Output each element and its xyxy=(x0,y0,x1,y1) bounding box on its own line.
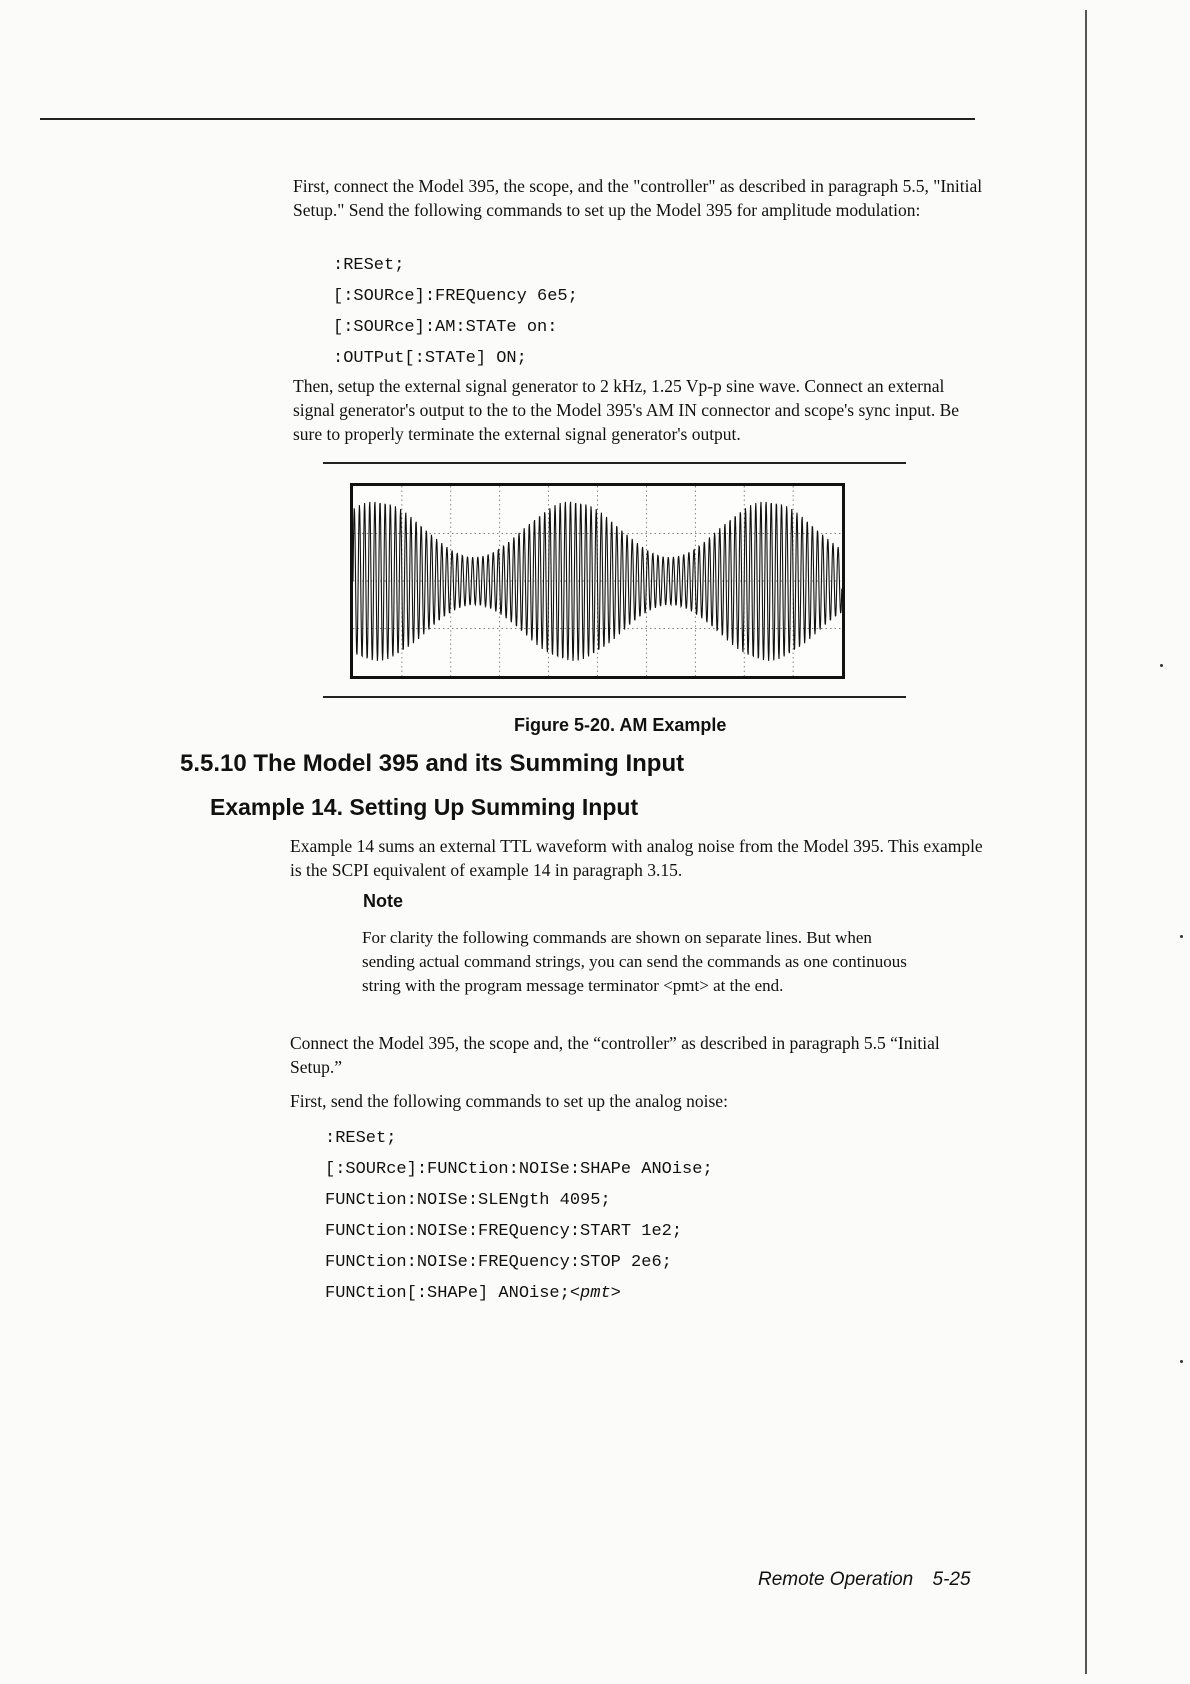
note-text: For clarity the following commands are shown on separate lines. But when sending actual command strings, you can send the commands as one continuous string with the program message terminator <pmt> at the end. xyxy=(362,928,907,995)
binding-edge xyxy=(1085,10,1087,1674)
pmt-terminator: <pmt> xyxy=(569,1284,621,1303)
note-label: Note xyxy=(363,891,403,911)
figure-top-rule xyxy=(323,462,906,464)
example-heading: Example 14. Setting Up Summing Input xyxy=(210,794,639,820)
footer-label: Remote Operation xyxy=(758,1569,914,1590)
scan-speck xyxy=(1160,664,1163,667)
example-paragraph: Example 14 sums an external TTL waveform with analog noise from the Model 395. This example is the SCPI equivalent of example 14 in paragraph 3.15. xyxy=(290,836,983,880)
command-line: :RESet; xyxy=(325,1129,397,1148)
section-heading: 5.5.10 The Model 395 and its Summing Input xyxy=(180,750,685,777)
command-line: :OUTPut[:STATe] ON; xyxy=(333,349,527,368)
page-number: 5-25 xyxy=(932,1569,971,1590)
page-footer xyxy=(758,1569,971,1591)
connect-paragraph: Connect the Model 395, the scope and, the “controller” as described in paragraph 5.5 “Initial Setup.” xyxy=(290,1033,940,1077)
command-line: [:SOURce]:FREQuency 6e5; xyxy=(333,287,578,306)
figure-caption: Figure 5-20. AM Example xyxy=(514,715,727,735)
scope-display xyxy=(350,483,845,679)
noise-command-block xyxy=(325,1129,965,1309)
command-line xyxy=(325,1284,621,1303)
first-paragraph: First, send the following commands to set up the analog noise: xyxy=(290,1091,728,1111)
figure-bottom-rule xyxy=(323,696,906,698)
command-line: FUNCtion:NOISe:SLENgth 4095; xyxy=(325,1191,611,1210)
scan-speck xyxy=(1180,1360,1183,1363)
intro-command-block xyxy=(333,256,933,376)
scan-speck xyxy=(1180,935,1183,938)
command-line: FUNCtion:NOISe:FREQuency:STOP 2e6; xyxy=(325,1253,672,1272)
command-line: [:SOURce]:AM:STATe on: xyxy=(333,318,558,337)
command-line: :RESet; xyxy=(333,256,405,275)
command-text: FUNCtion[:SHAPe] ANOise; xyxy=(325,1284,570,1303)
command-line: [:SOURce]:FUNCtion:NOISe:SHAPe ANOise; xyxy=(325,1160,713,1179)
header-rule xyxy=(40,118,975,120)
setup-paragraph: Then, setup the external signal generator to 2 kHz, 1.25 Vp-p sine wave. Connect an external signal generator's output to the to the Model 395's AM IN connector and scope's sync input. Be sure to properly terminate the external signal generator's output. xyxy=(293,376,960,444)
intro-paragraph: First, connect the Model 395, the scope, and the "controller" as described in paragraph 5.5, "Initial Setup." Send the following commands to set up the Model 395 for amplitude modulation: xyxy=(293,176,983,220)
command-line: FUNCtion:NOISe:FREQuency:START 1e2; xyxy=(325,1222,683,1241)
